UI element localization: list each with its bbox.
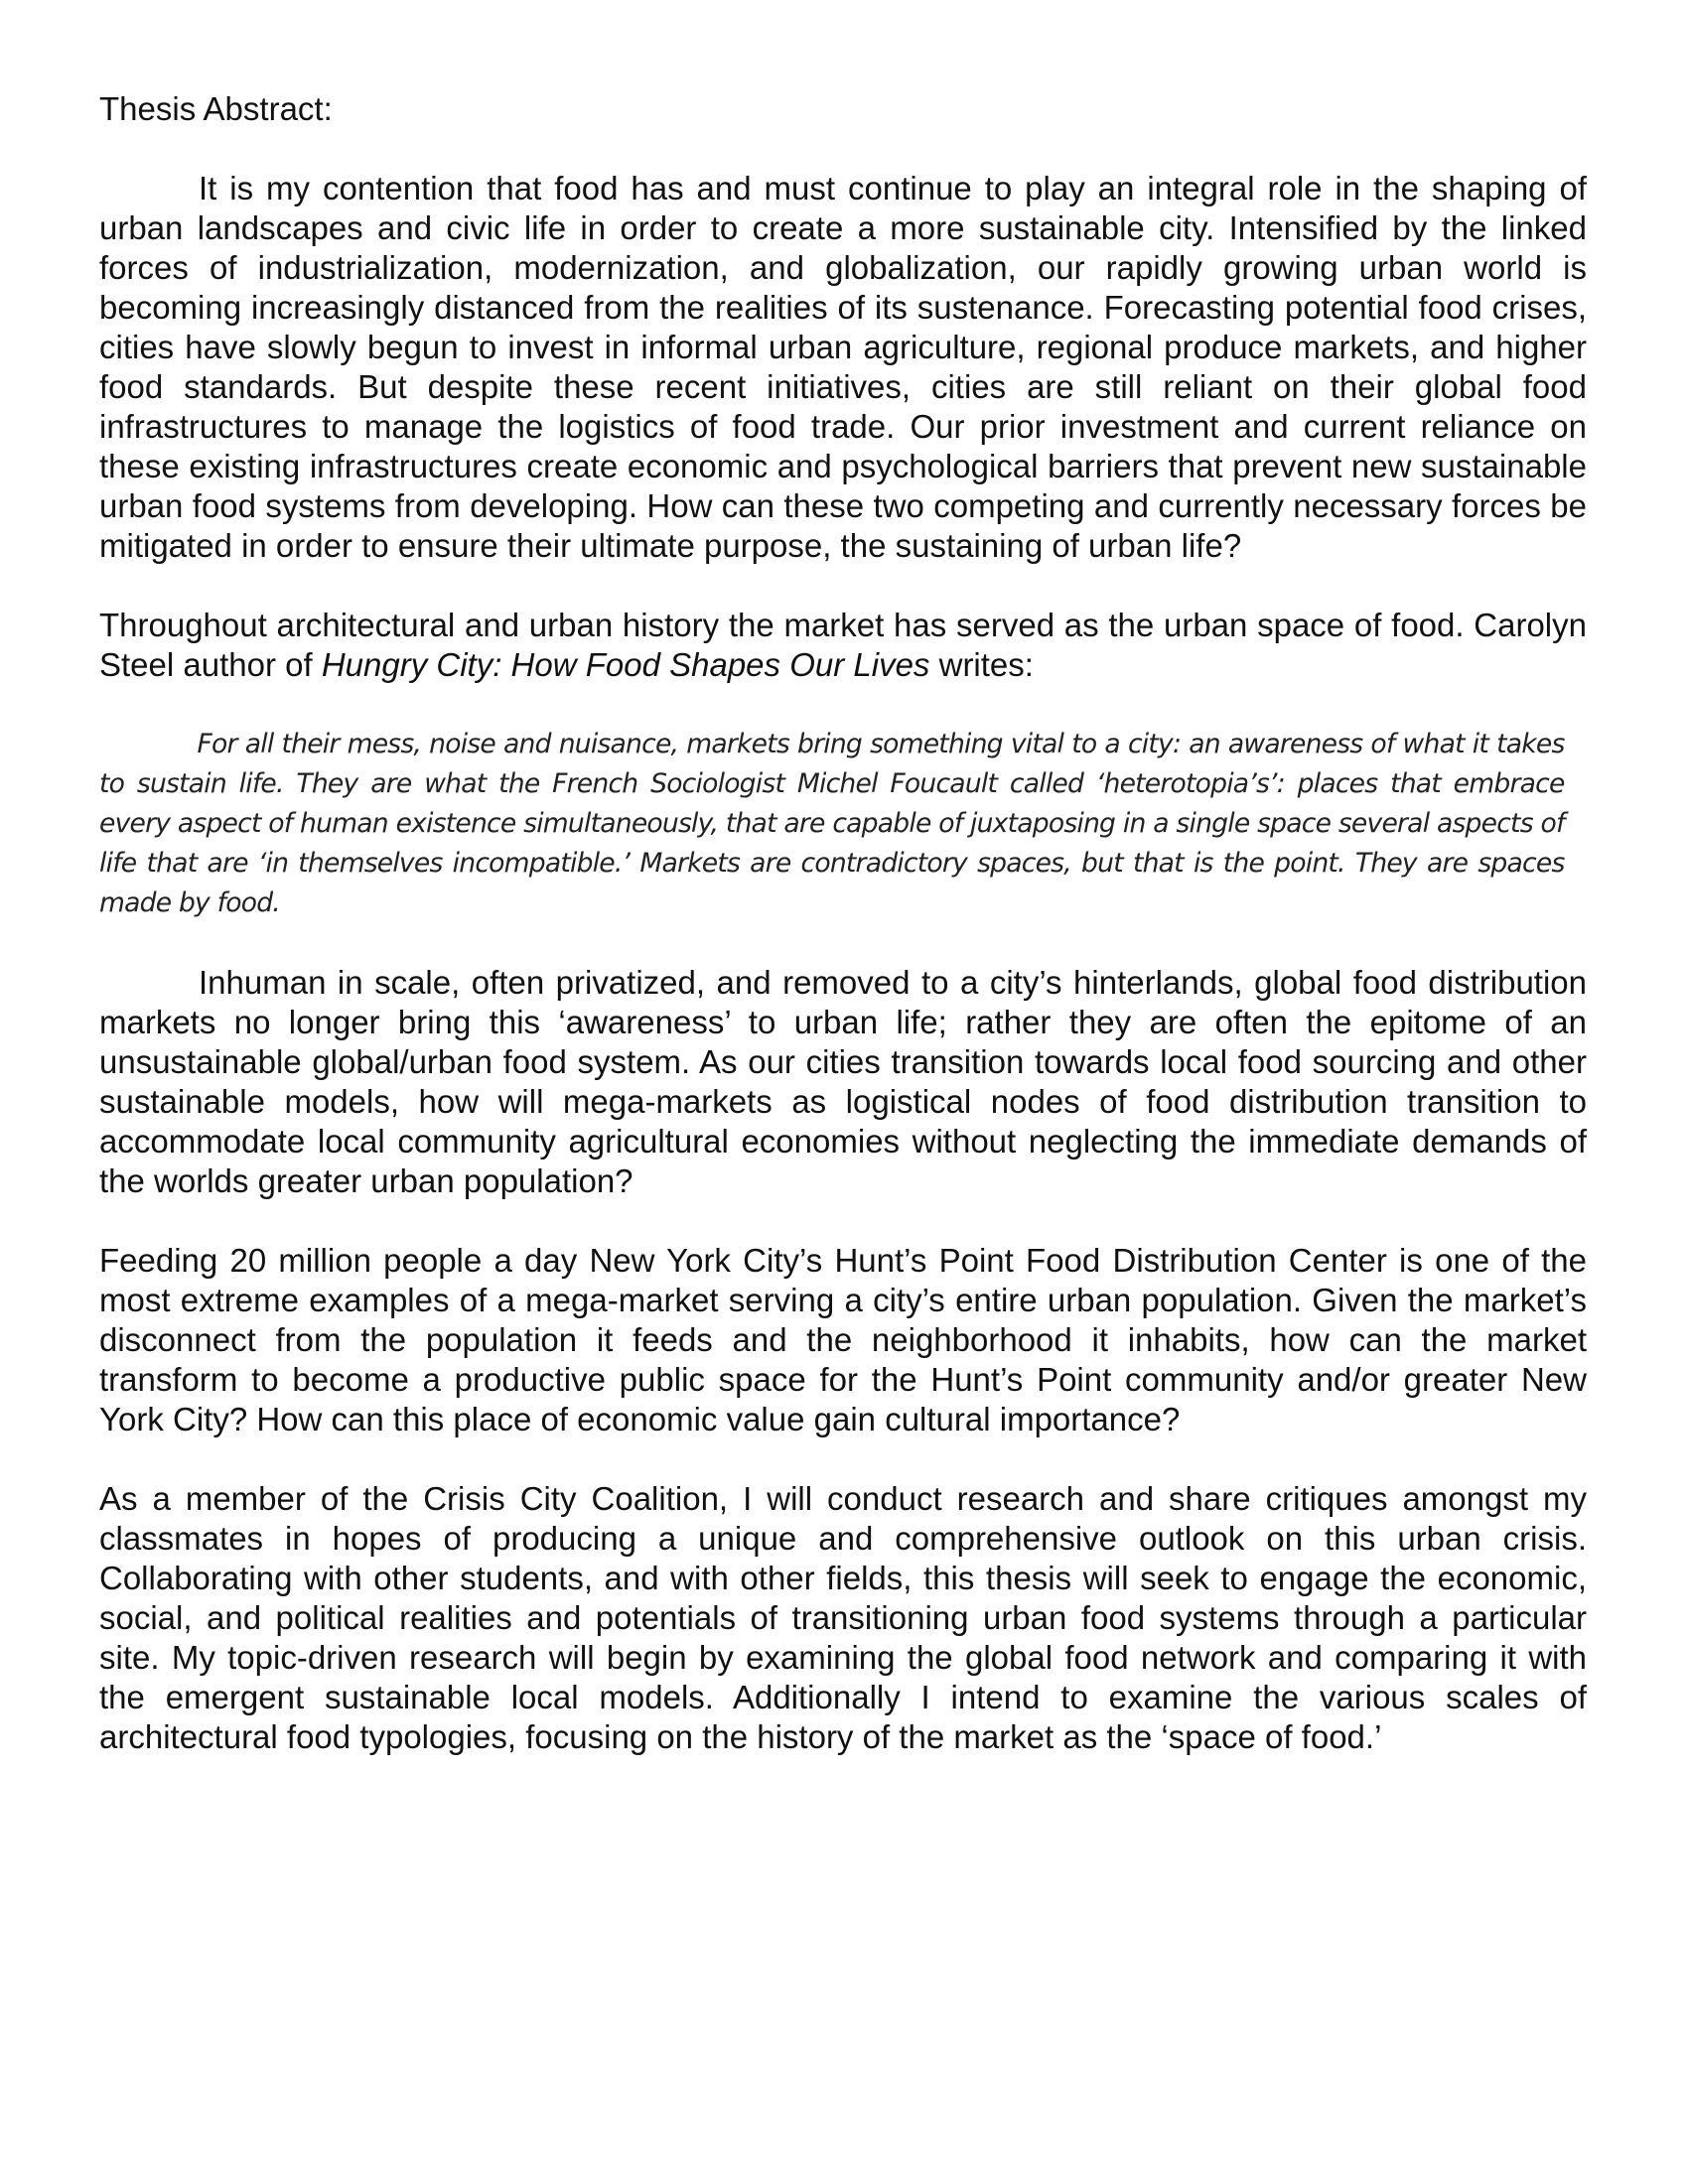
- paragraph-crisis-city: As a member of the Crisis City Coalition, I will conduct research and share critiques amongst my classmates in hopes of producing a unique and comprehensive outlook on this urban crisis. Collaborating with other students, and with other fields, this thesis will seek to engage the economic, social, and political realities and potentials of transitioning urban food systems through a particular site. My topic-driven research will begin by examining the global food network and comparing it with the emergent sustainable local models. Additionally I intend to examine the various scales of architectural food typologies, focusing on the history of the market as the ‘space of food.’: [99, 1480, 1587, 1755]
- document-heading: Thesis Abstract:: [99, 90, 333, 127]
- paragraph-text: writes:: [929, 646, 1034, 683]
- paragraph-text: Throughout architectural and urban history the market has served as the urban space of food. Carolyn Steel author of: [99, 607, 1587, 683]
- paragraph-contention: It is my contention that food has and must continue to play an integral role in the shaping of urban landscapes and civic life in order to create a more sustainable city. Intensified by the linked forces of industrialization, modernization, and globalization, our rapidly growing urban world is becoming increasingly distanced from the realities of its sustenance. Forecasting potential food crises, cities have slowly begun to invest in informal urban agriculture, regional produce markets, and higher food standards. But despite these recent initiatives, cities are still reliant on their global food infrastructures to manage the logistics of food trade. Our prior investment and current reliance on these existing infrastructures create economic and psychological barriers that prevent new sustainable urban food systems from developing. How can these two competing and currently necessary forces be mitigated in order to ensure their ultimate purpose, the sustaining of urban life?: [99, 170, 1587, 564]
- paragraph-mega-markets: Inhuman in scale, often privatized, and removed to a city’s hinterlands, global food distribution markets no longer bring this ‘awareness’ to urban life; rather they are often the epitome of an unsustainable global/urban food system. As our cities transition towards local food sourcing and other sustainable models, how will mega-markets as logistical nodes of food distribution transition to accommodate local community agricultural economies without neglecting the immediate demands of the worlds greater urban population?: [99, 964, 1587, 1199]
- document-page: [99, 89, 1587, 1797]
- block-quote: For all their mess, noise and nuisance, markets bring something vital to a city: an awareness of what it takes to sustain life. They are what the French Sociologist Michel Foucault called ‘heterotopia’s’: places that embrace every aspect of human existence simultaneously, that are capable of juxtaposing in a single space several aspects of life that are ‘in themselves incompatible.’ Markets are contradictory spaces, but that is the point. They are spaces made by food.: [99, 729, 1565, 918]
- paragraph-hunts-point: Feeding 20 million people a day New York City’s Hunt’s Point Food Distribution Center is one of the most extreme examples of a mega-market serving a city’s entire urban population. Given the market’s disconnect from the population it feeds and the neighborhood it inhabits, how can the market transform to become a productive public space for the Hunt’s Point community and/or greater New York City? How can this place of economic value gain cultural importance?: [99, 1242, 1587, 1437]
- paragraph-market-history: [99, 606, 1587, 685]
- book-title: Hungry City: How Food Shapes Our Lives: [321, 646, 930, 683]
